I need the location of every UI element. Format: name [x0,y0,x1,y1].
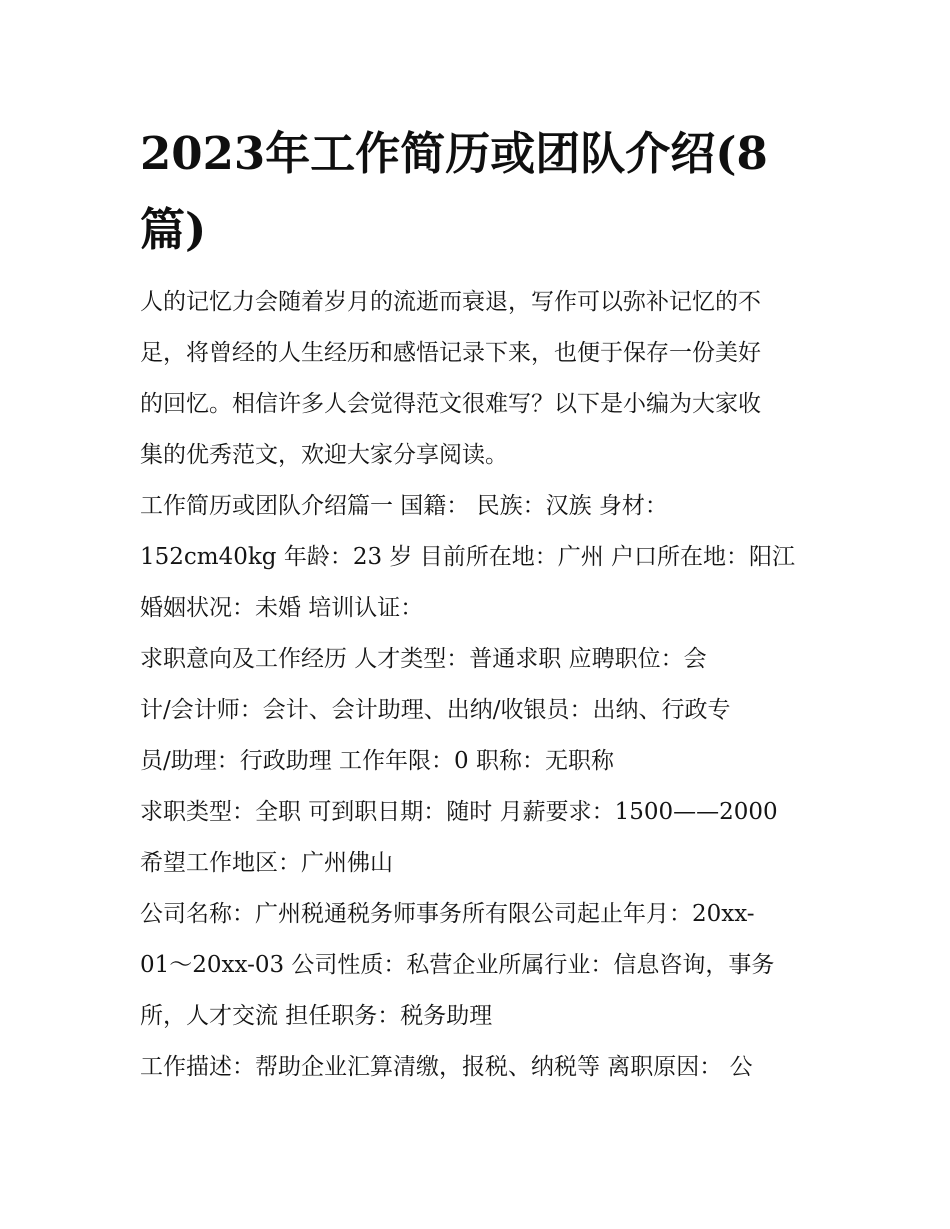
body-line: 01～20xx-03 公司性质：私营企业所属行业：信息咨询，事务 [140,952,775,978]
body-line: 的回忆。相信许多人会觉得范文很难写？以下是小编为大家收 [140,391,761,417]
body-line: 希望工作地区：广州佛山 [140,850,393,876]
body-line: 求职类型：全职 可到职日期：随时 月薪要求：1500——2000 [140,799,778,825]
body-line: 工作描述：帮助企业汇算清缴，报税、纳税等 离职原因： 公 [140,1054,753,1080]
body-line: 婚姻状况：未婚 培训认证： [140,595,424,621]
body-line: 足，将曾经的人生经历和感悟记录下来，也便于保存一份美好 [140,340,761,366]
body-line: 公司名称：广州税通税务师事务所有限公司起止年月：20xx- [140,901,755,927]
body-line: 员/助理：行政助理 工作年限：0 职称：无职称 [140,748,615,774]
document-body [140,277,820,1093]
document-title: 2023年工作简历或团队介绍(8篇) [140,127,768,256]
body-line: 工作简历或团队介绍篇一 国籍： 民族：汉族 身材： [140,493,668,519]
body-line: 计/会计师：会计、会计助理、出纳/收银员：出纳、行政专 [140,697,731,723]
body-line: 152cm40kg 年龄：23 岁 目前所在地：广州 户口所在地：阳江 [140,544,796,570]
body-line: 所，人才交流 担任职务：税务助理 [140,1003,493,1029]
body-line: 求职意向及工作经历 人才类型：普通求职 应聘职位：会 [140,646,707,672]
body-line: 人的记忆力会随着岁月的流逝而衰退，写作可以弥补记忆的不 [140,289,761,315]
body-line: 集的优秀范文，欢迎大家分享阅读。 [140,442,508,468]
